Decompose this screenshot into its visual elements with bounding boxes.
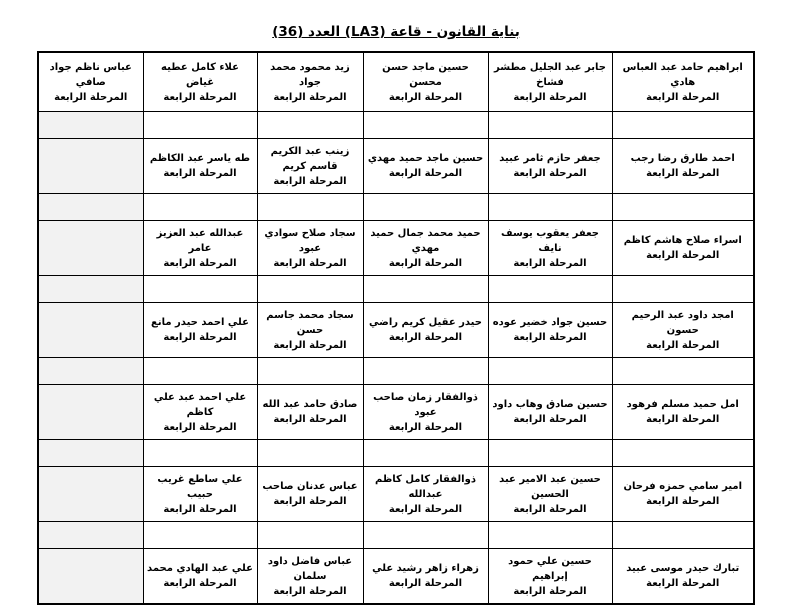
student-name: سجاد صلاح سوادي عبود bbox=[264, 227, 356, 254]
student-name: حيدر عقيل كريم راضي bbox=[369, 317, 482, 328]
student-name: علي ساطع غريب حبيب bbox=[157, 473, 243, 500]
empty-cell bbox=[488, 194, 612, 221]
seating-table bbox=[37, 51, 755, 605]
empty-cell bbox=[143, 440, 257, 467]
empty-cell bbox=[38, 139, 143, 194]
stage-label: المرحلة الرابعة bbox=[513, 414, 587, 425]
stage-label: المرحلة الرابعة bbox=[513, 257, 587, 269]
seat-cell bbox=[612, 549, 754, 605]
student-name: طه ياسر عبد الكاظم bbox=[149, 153, 251, 164]
seat-cell bbox=[257, 221, 363, 276]
empty-cell bbox=[488, 276, 612, 303]
empty-cell bbox=[143, 276, 257, 303]
seat-cell bbox=[488, 467, 612, 522]
stage-label: المرحلة الرابعة bbox=[163, 421, 237, 433]
seat-cell bbox=[363, 52, 488, 112]
empty-cell bbox=[363, 276, 488, 303]
student-name: زينب عبد الكريم قاسم كريم bbox=[270, 145, 350, 172]
stage-label: المرحلة الرابعة bbox=[163, 168, 237, 179]
empty-cell bbox=[488, 112, 612, 139]
stage-label: المرحلة الرابعة bbox=[163, 503, 237, 515]
seat-cell bbox=[488, 139, 612, 194]
empty-cell bbox=[38, 194, 143, 221]
spacer-row bbox=[38, 440, 754, 467]
seat-cell bbox=[257, 52, 363, 112]
empty-cell bbox=[257, 112, 363, 139]
stage-label: المرحلة الرابعة bbox=[273, 91, 347, 103]
empty-cell bbox=[612, 522, 754, 549]
spacer-row bbox=[38, 194, 754, 221]
seat-cell bbox=[612, 52, 754, 112]
seat-cell bbox=[257, 303, 363, 358]
stage-label: المرحلة الرابعة bbox=[646, 91, 720, 103]
student-name: عباس فاضل داود سلمان bbox=[267, 555, 353, 582]
stage-label: المرحلة الرابعة bbox=[163, 257, 237, 269]
seat-cell bbox=[612, 385, 754, 440]
seat-cell bbox=[612, 139, 754, 194]
spacer-row bbox=[38, 358, 754, 385]
student-name: امجد داود عبد الرحيم حسون bbox=[631, 309, 734, 336]
stage-label: المرحلة الرابعة bbox=[163, 91, 237, 103]
page-title: بناية القانون - قاعة (LA3) العدد (36) bbox=[272, 24, 520, 40]
student-name: جابر عبد الجليل مطشر فشاخ bbox=[494, 61, 606, 88]
seat-cell bbox=[143, 221, 257, 276]
spacer-row bbox=[38, 112, 754, 139]
stage-label: المرحلة الرابعة bbox=[273, 175, 347, 187]
seat-cell bbox=[488, 52, 612, 112]
student-name: حسين ماجد حسن محسن bbox=[382, 61, 469, 88]
student-name: عبدالله عبد العزيز عامر bbox=[156, 227, 244, 254]
stage-label: المرحلة الرابعة bbox=[513, 332, 587, 343]
seat-cell bbox=[257, 467, 363, 522]
table-row bbox=[38, 52, 754, 112]
stage-label: المرحلة الرابعة bbox=[646, 414, 720, 425]
student-name: ابراهيم حامد عبد العباس هادي bbox=[622, 61, 743, 88]
stage-label: المرحلة الرابعة bbox=[513, 585, 587, 597]
student-name: حسين ماجد حميد مهدي bbox=[367, 153, 484, 164]
empty-cell bbox=[38, 358, 143, 385]
seat-cell bbox=[257, 385, 363, 440]
stage-label: المرحلة الرابعة bbox=[646, 168, 720, 179]
empty-cell bbox=[257, 358, 363, 385]
seat-cell bbox=[363, 467, 488, 522]
empty-cell bbox=[143, 358, 257, 385]
stage-label: المرحلة الرابعة bbox=[388, 168, 463, 179]
student-name: امير سامي حمزه فرحان bbox=[623, 481, 743, 492]
student-name: علي احمد حيدر مانع bbox=[151, 317, 249, 328]
seating-table-body bbox=[38, 52, 754, 604]
table-row bbox=[38, 385, 754, 440]
student-name: تبارك حيدر موسى عبيد bbox=[626, 563, 740, 574]
stage-label: المرحلة الرابعة bbox=[54, 91, 128, 103]
seat-cell bbox=[612, 221, 754, 276]
empty-cell bbox=[38, 522, 143, 549]
student-name: علي عبد الهادي محمد bbox=[147, 563, 253, 574]
student-name: احمد طارق رضا رجب bbox=[630, 153, 735, 164]
empty-cell bbox=[257, 276, 363, 303]
stage-label: المرحلة الرابعة bbox=[273, 496, 347, 507]
stage-label: المرحلة الرابعة bbox=[513, 503, 587, 515]
stage-label: المرحلة الرابعة bbox=[646, 578, 720, 589]
seat-cell bbox=[257, 139, 363, 194]
stage-label: المرحلة الرابعة bbox=[273, 585, 347, 597]
empty-cell bbox=[612, 358, 754, 385]
student-name: عباس ناظم جواد صافي bbox=[49, 61, 132, 88]
table-row bbox=[38, 549, 754, 605]
stage-label: المرحلة الرابعة bbox=[388, 91, 463, 103]
stage-label: المرحلة الرابعة bbox=[273, 414, 347, 425]
empty-cell bbox=[363, 112, 488, 139]
empty-cell bbox=[612, 440, 754, 467]
student-name: جعفر حازم ثامر عبيد bbox=[499, 153, 601, 164]
student-name: امل حميد مسلم فرهود bbox=[626, 399, 739, 410]
empty-cell bbox=[38, 112, 143, 139]
seat-cell bbox=[143, 467, 257, 522]
stage-label: المرحلة الرابعة bbox=[646, 250, 720, 261]
student-name: صادق حامد عبد الله bbox=[262, 399, 358, 410]
stage-label: المرحلة الرابعة bbox=[273, 339, 347, 351]
seat-cell bbox=[363, 549, 488, 605]
empty-cell bbox=[143, 112, 257, 139]
table-row bbox=[38, 303, 754, 358]
empty-cell bbox=[363, 358, 488, 385]
seat-cell bbox=[257, 549, 363, 605]
stage-label: المرحلة الرابعة bbox=[388, 421, 463, 433]
student-name: اسراء صلاح هاشم كاظم bbox=[623, 235, 742, 246]
empty-cell bbox=[257, 194, 363, 221]
student-name: عباس عدنان صاحب bbox=[262, 481, 358, 492]
student-name: ذوالفقار زمان صاحب عبود bbox=[373, 391, 478, 418]
seat-cell bbox=[143, 139, 257, 194]
seat-cell bbox=[612, 467, 754, 522]
stage-label: المرحلة الرابعة bbox=[646, 339, 720, 351]
spacer-row bbox=[38, 276, 754, 303]
seat-cell bbox=[38, 52, 143, 112]
seat-cell bbox=[363, 221, 488, 276]
seat-cell bbox=[143, 549, 257, 605]
empty-cell bbox=[488, 522, 612, 549]
stage-label: المرحلة الرابعة bbox=[388, 332, 463, 343]
empty-cell bbox=[363, 440, 488, 467]
student-name: زيد محمود محمد جواد bbox=[270, 61, 350, 88]
empty-cell bbox=[363, 522, 488, 549]
student-name: سجاد محمد جاسم حسن bbox=[266, 309, 354, 336]
empty-cell bbox=[363, 194, 488, 221]
empty-cell bbox=[257, 522, 363, 549]
student-name: علاء كامل عطيه غياض bbox=[161, 61, 239, 88]
seat-cell bbox=[488, 385, 612, 440]
stage-label: المرحلة الرابعة bbox=[388, 257, 463, 269]
spacer-row bbox=[38, 522, 754, 549]
seat-cell bbox=[612, 303, 754, 358]
student-name: جعفر يعقوب يوسف نايف bbox=[501, 227, 599, 254]
student-name: حسين عبد الامير عبد الحسين bbox=[499, 473, 601, 500]
student-name: زهراء زاهر رشيد علي bbox=[372, 563, 479, 574]
table-row bbox=[38, 467, 754, 522]
stage-label: المرحلة الرابعة bbox=[513, 168, 587, 179]
empty-cell bbox=[488, 358, 612, 385]
stage-label: المرحلة الرابعة bbox=[163, 578, 237, 589]
student-name: حميد محمد جمال حميد مهدي bbox=[370, 227, 481, 254]
empty-cell bbox=[38, 549, 143, 605]
table-row bbox=[38, 139, 754, 194]
stage-label: المرحلة الرابعة bbox=[646, 496, 720, 507]
table-row bbox=[38, 221, 754, 276]
stage-label: المرحلة الرابعة bbox=[273, 257, 347, 269]
empty-cell bbox=[38, 467, 143, 522]
stage-label: المرحلة الرابعة bbox=[388, 578, 463, 589]
empty-cell bbox=[38, 221, 143, 276]
seat-cell bbox=[488, 549, 612, 605]
student-name: حسين علي حمود إبراهيم bbox=[508, 555, 592, 582]
empty-cell bbox=[488, 440, 612, 467]
empty-cell bbox=[612, 276, 754, 303]
empty-cell bbox=[38, 440, 143, 467]
stage-label: المرحلة الرابعة bbox=[513, 91, 587, 103]
seat-cell bbox=[363, 385, 488, 440]
student-name: حسين صادق وهاب داود bbox=[492, 399, 608, 410]
empty-cell bbox=[612, 194, 754, 221]
student-name: ذوالفقار كامل كاظم عبدالله bbox=[375, 473, 476, 500]
seat-cell bbox=[363, 303, 488, 358]
seat-cell bbox=[488, 303, 612, 358]
seat-cell bbox=[488, 221, 612, 276]
seat-cell bbox=[363, 139, 488, 194]
empty-cell bbox=[143, 522, 257, 549]
stage-label: المرحلة الرابعة bbox=[163, 332, 237, 343]
empty-cell bbox=[143, 194, 257, 221]
empty-cell bbox=[38, 303, 143, 358]
empty-cell bbox=[38, 385, 143, 440]
empty-cell bbox=[257, 440, 363, 467]
stage-label: المرحلة الرابعة bbox=[388, 503, 463, 515]
empty-cell bbox=[38, 276, 143, 303]
empty-cell bbox=[612, 112, 754, 139]
seat-cell bbox=[143, 385, 257, 440]
student-name: حسين جواد خضير عوده bbox=[492, 317, 608, 328]
seat-cell bbox=[143, 52, 257, 112]
seat-cell bbox=[143, 303, 257, 358]
student-name: علي احمد عبد علي كاظم bbox=[153, 391, 247, 418]
